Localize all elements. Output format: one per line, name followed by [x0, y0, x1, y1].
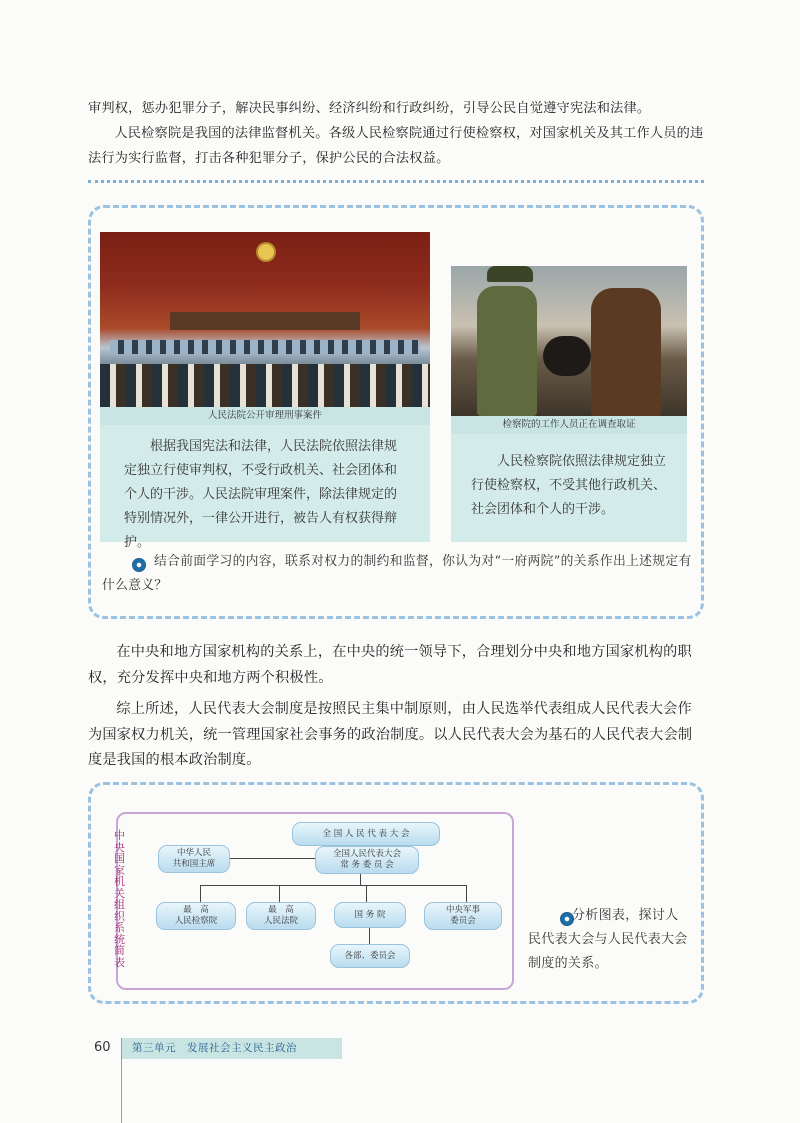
intro-paragraph-1: 审判权，惩办犯罪分子，解决民事纠纷、经济纠纷和行政纠纷，引导公民自觉遵守宪法和法律。: [88, 101, 651, 116]
chart-analysis-question: 分析图表，探讨人民代表大会与人民代表大会制度的关系。: [528, 908, 688, 971]
unit-title: 第三单元 发展社会主义民主政治: [132, 1042, 297, 1054]
connector-line: [200, 885, 201, 903]
connector-line: [466, 885, 467, 903]
dotted-divider: [88, 180, 704, 183]
connector-line: [369, 928, 370, 944]
court-description: 根据我国宪法和法律，人民法院依照法律规定独立行使审判权，不受行政机关、社会团体和个人的干涉。人民法院审理案件，除法律规定的特别情况外，一律公开进行，被告人有权获得辩护。: [124, 439, 398, 550]
connector-line: [200, 885, 466, 886]
node-state-council: 国 务 院: [334, 902, 406, 928]
intro-text: [88, 96, 704, 171]
body-text: [88, 640, 704, 780]
page-number: 60: [94, 1040, 111, 1055]
procuratorate-description-box: [451, 434, 687, 542]
courtroom-photo: [100, 232, 430, 407]
node-supreme-court: 最 高 人民法院: [246, 902, 316, 930]
court-description-box: [100, 425, 430, 550]
node-supreme-procuratorate: 最 高 人民检察院: [156, 902, 236, 930]
body-paragraph-1: 在中央和地方国家机构的关系上，在中央的统一领导下，合理划分中央和地方国家机构的职权，充分发挥中央和地方两个积极性。: [88, 644, 692, 686]
discussion-question: 结合前面学习的内容，联系对权力的制约和监督，你认为对“一府两院”的关系作出上述规定有什么意义？: [102, 554, 692, 593]
connector-line: [228, 858, 316, 859]
courtroom-photo-caption: 人民法院公开审理刑事案件: [100, 407, 430, 425]
procurator-investigation-photo: [451, 266, 687, 416]
org-chart-vertical-title: 中央国家机关组织系统简表: [114, 829, 125, 969]
node-central-military-commission: 中央军事 委员会: [424, 902, 502, 930]
intro-paragraph-2: 人民检察院是我国的法律监督机关。各级人民检察院通过行使检察权，对国家机关及其工作人员的违法行为实行监督，打击各种犯罪分子，保护公民的合法权益。: [88, 126, 704, 166]
node-ministries-commissions: 各部、委员会: [330, 944, 410, 968]
national-emblem-icon: [258, 244, 274, 260]
procuratorate-description: 人民检察院依照法律规定独立行使检察权，不受其他行政机关、社会团体和个人的干涉。: [471, 454, 667, 517]
node-npc: 全 国 人 民 代 表 大 会: [292, 822, 440, 846]
procurator-photo-caption: 检察院的工作人员正在调查取证: [451, 416, 687, 434]
node-npc-standing-committee: 全国人民代表大会 常 务 委 员 会: [315, 846, 419, 874]
connector-line: [366, 885, 367, 903]
connector-line: [279, 885, 280, 903]
body-paragraph-2: 综上所述，人民代表大会制度是按照民主集中制原则，由人民选举代表组成人民代表大会作为国家权力机关，统一管理国家社会事务的政治制度。以人民代表大会为基石的人民代表大会制度是我国的根本政治制度。: [88, 701, 693, 768]
node-president: 中华人民 共和国主席: [158, 845, 230, 873]
connector-line: [360, 873, 361, 885]
